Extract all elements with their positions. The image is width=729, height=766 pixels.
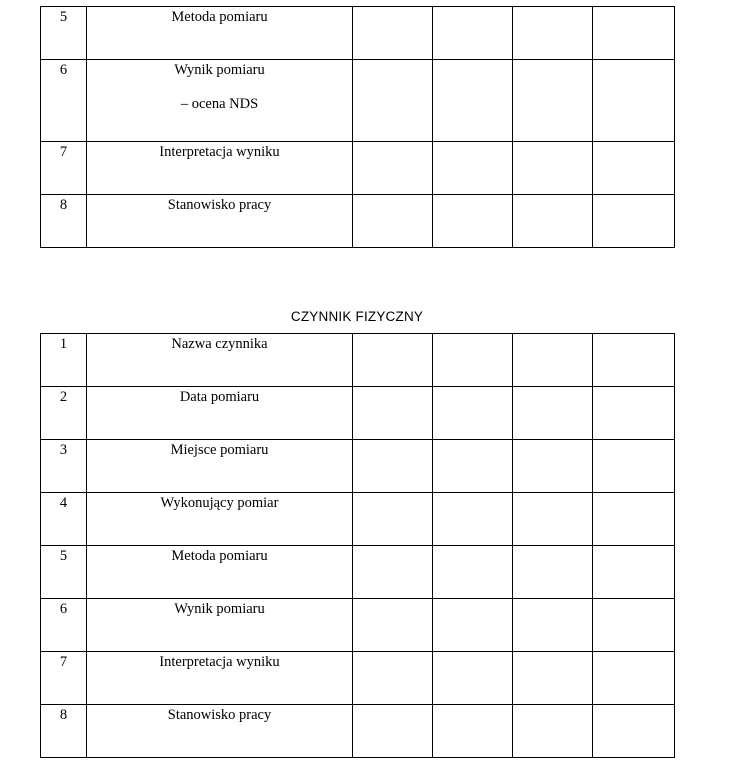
value-cell [593,440,675,493]
value-cell [513,440,593,493]
value-cell [433,60,513,142]
value-cell [513,652,593,705]
row-label: Stanowisko pracy [87,705,353,758]
value-cell [353,142,433,195]
table-row [41,387,675,440]
value-cell [593,652,675,705]
value-cell [353,440,433,493]
section-heading: CZYNNIK FIZYCZNY [290,309,424,324]
value-cell [593,705,675,758]
row-number: 8 [41,705,87,758]
value-cell [353,493,433,546]
table-row [41,60,675,142]
table-row [41,546,675,599]
value-cell [433,7,513,60]
row-label: Data pomiaru [87,387,353,440]
row-number: 2 [41,387,87,440]
value-cell [433,546,513,599]
row-number: 7 [41,652,87,705]
value-cell [433,195,513,248]
row-number: 1 [41,334,87,387]
row-label: Wykonujący pomiar [87,493,353,546]
value-cell [593,493,675,546]
table-row [41,440,675,493]
row-label-second-line: – ocena NDS [180,96,259,112]
value-cell [513,387,593,440]
row-number: 8 [41,195,87,248]
row-number: 6 [41,60,87,142]
value-cell [353,60,433,142]
value-cell [353,387,433,440]
value-cell [513,142,593,195]
value-cell [593,599,675,652]
row-number: 4 [41,493,87,546]
row-label: Wynik pomiaru [87,599,353,652]
value-cell [593,60,675,142]
measurement-table-top [40,6,675,248]
table-row [41,195,675,248]
row-label: Miejsce pomiaru [87,440,353,493]
value-cell [433,334,513,387]
value-cell [433,493,513,546]
value-cell [513,546,593,599]
value-cell [353,705,433,758]
value-cell [353,195,433,248]
value-cell [433,387,513,440]
value-cell [353,7,433,60]
table-row [41,142,675,195]
value-cell [433,142,513,195]
value-cell [433,652,513,705]
value-cell [433,705,513,758]
value-cell [593,7,675,60]
row-label: Interpretacja wyniku [87,652,353,705]
value-cell [513,599,593,652]
value-cell [433,599,513,652]
value-cell [353,334,433,387]
row-label: Metoda pomiaru [87,546,353,599]
row-number: 5 [41,7,87,60]
value-cell [513,493,593,546]
value-cell [513,7,593,60]
row-number: 5 [41,546,87,599]
table-row [41,334,675,387]
value-cell [593,195,675,248]
table-row [41,493,675,546]
row-number: 3 [41,440,87,493]
value-cell [353,652,433,705]
row-label: Metoda pomiaru [87,7,353,60]
table-row [41,705,675,758]
table-row [41,599,675,652]
value-cell [593,387,675,440]
measurement-table-physical-factor [40,333,675,758]
value-cell [513,60,593,142]
row-label: Nazwa czynnika [87,334,353,387]
value-cell [513,334,593,387]
value-cell [593,334,675,387]
table-row [41,652,675,705]
table-row [41,7,675,60]
row-label: Wynik pomiaru [174,62,265,78]
value-cell [593,546,675,599]
row-number: 7 [41,142,87,195]
row-label: Stanowisko pracy [87,195,353,248]
value-cell [433,440,513,493]
value-cell [513,195,593,248]
row-number: 6 [41,599,87,652]
value-cell [513,705,593,758]
value-cell [353,599,433,652]
value-cell [593,142,675,195]
row-label-multiline [87,60,353,142]
value-cell [353,546,433,599]
row-label: Interpretacja wyniku [87,142,353,195]
